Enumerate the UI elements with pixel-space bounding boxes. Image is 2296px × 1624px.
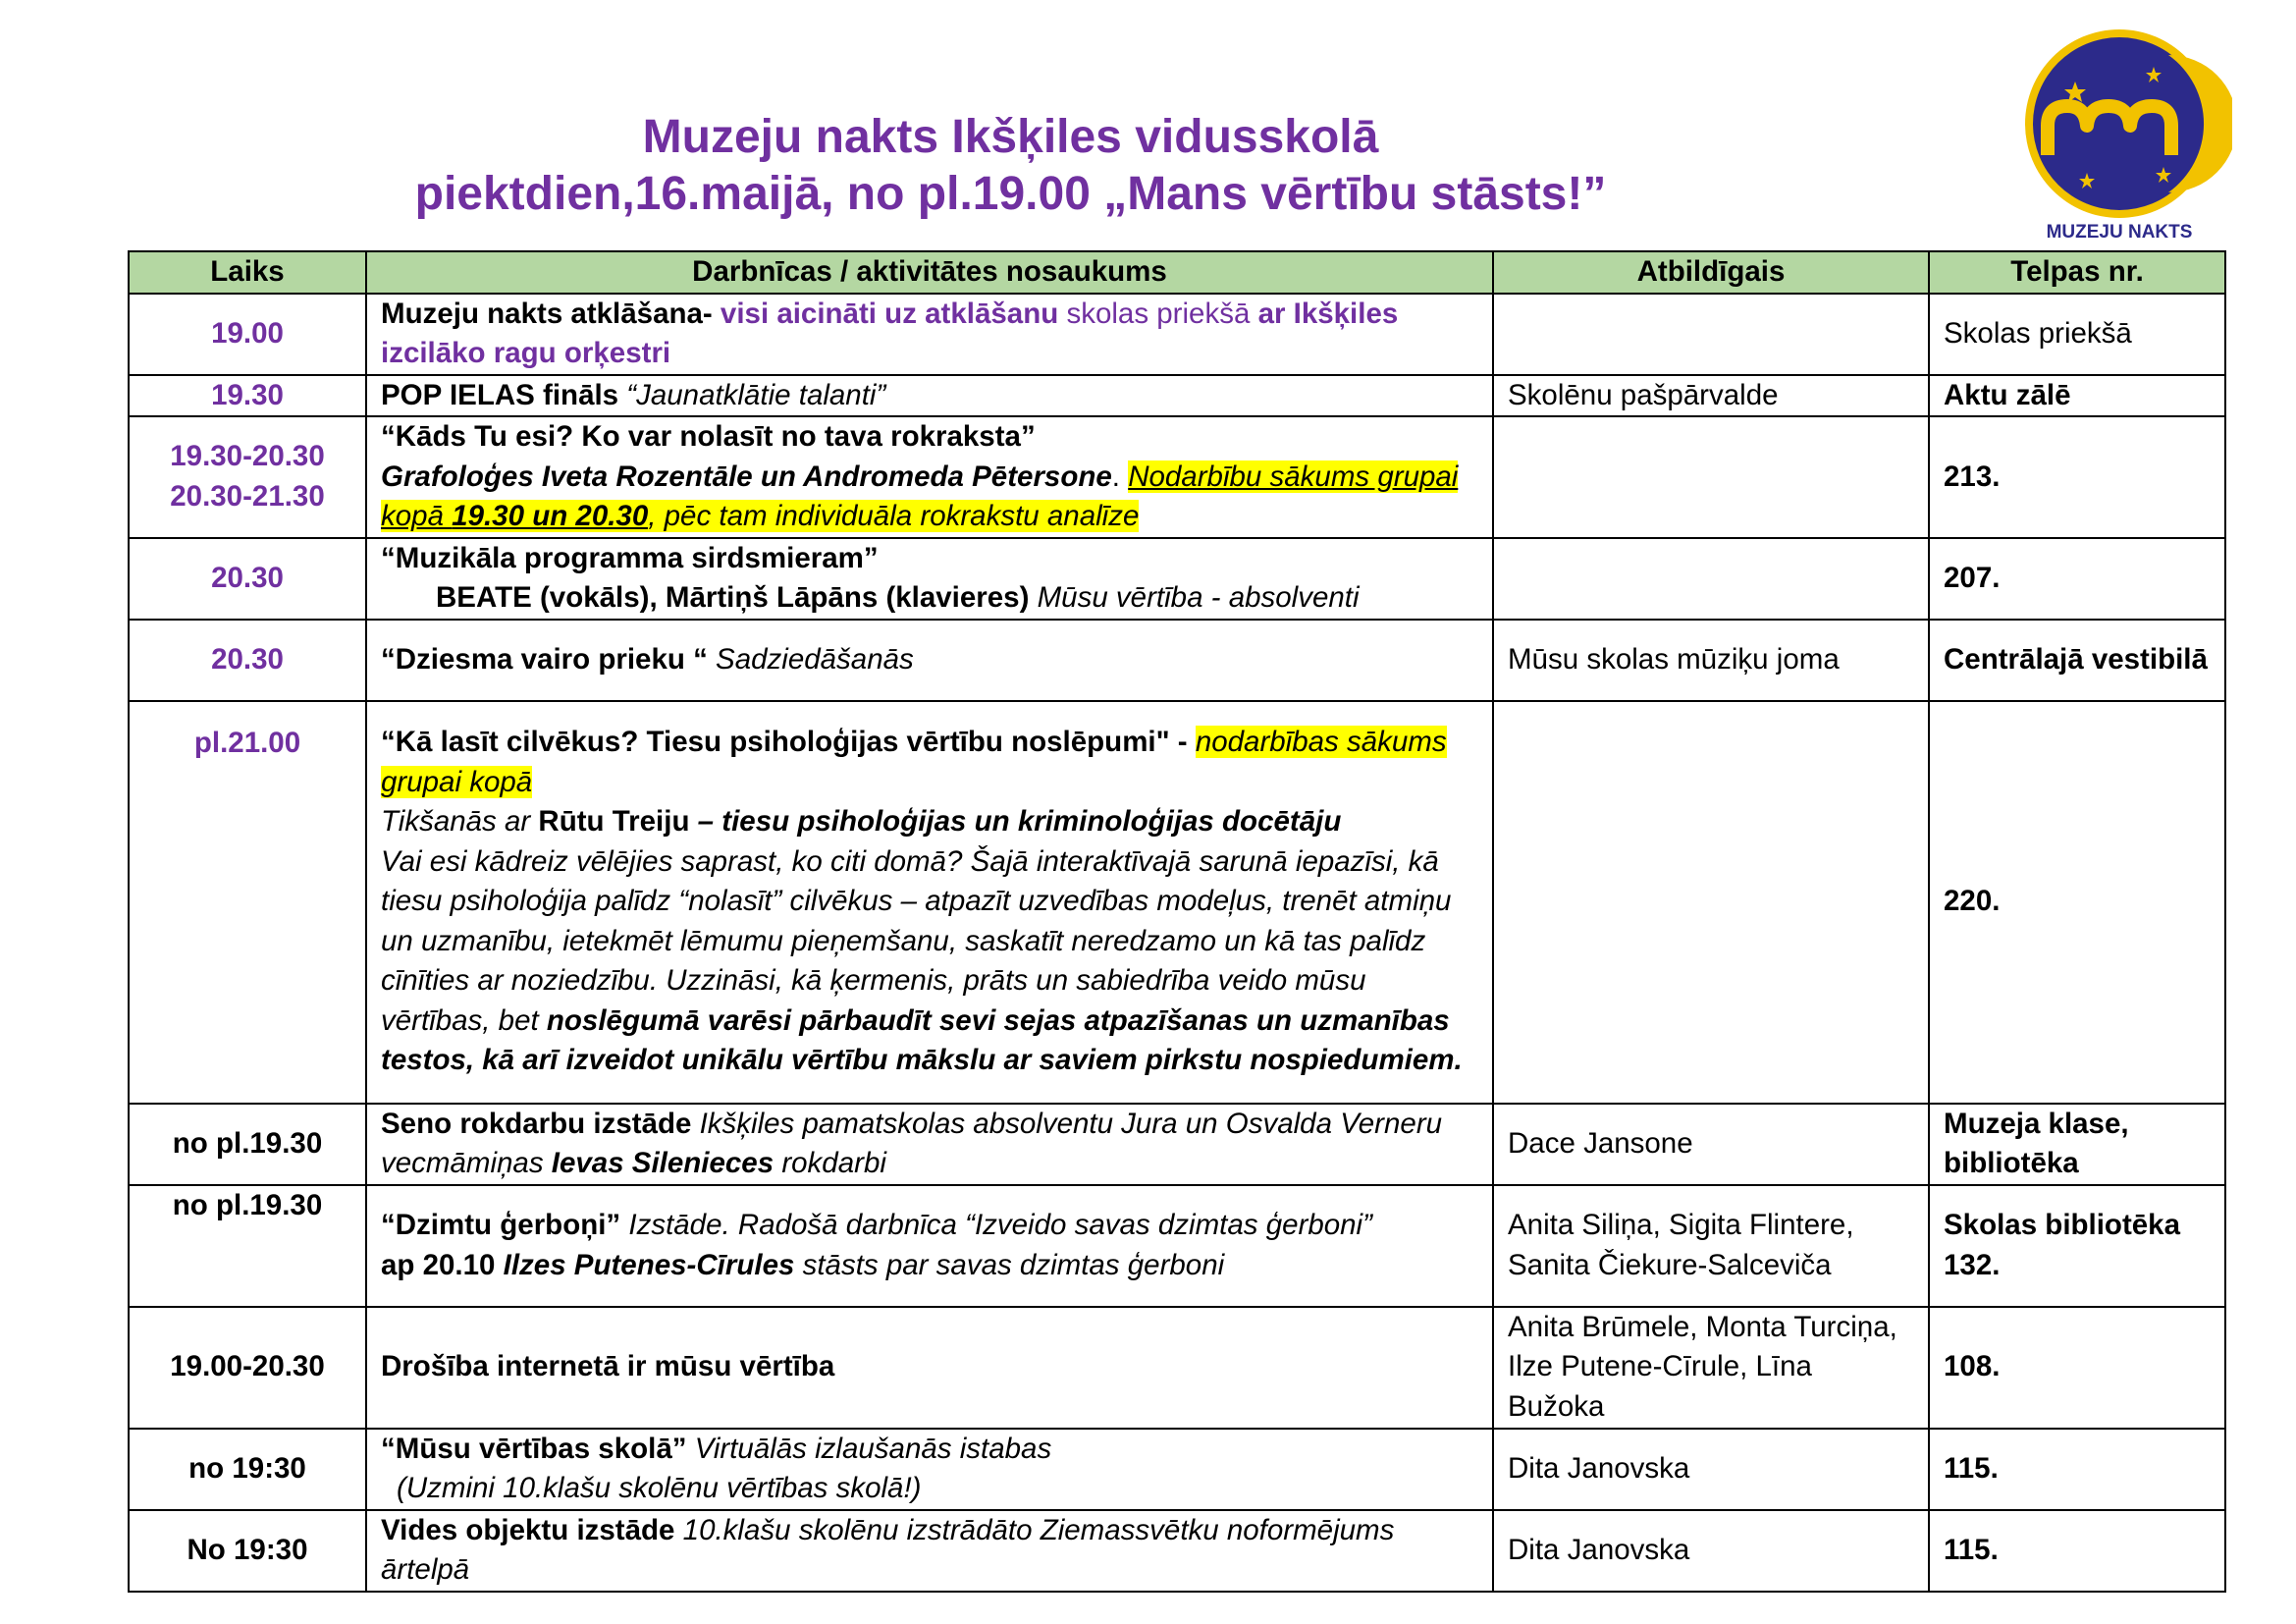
- room-cell: 213.: [1929, 416, 2225, 538]
- time-cell: 19.00-20.30: [129, 1307, 366, 1429]
- responsible-cell: Dace Jansone: [1493, 1104, 1929, 1185]
- time-cell: 19.30-20.30 20.30-21.30: [129, 416, 366, 538]
- muzeju-nakts-logo: [2006, 27, 2232, 244]
- table-row: [129, 1429, 2225, 1510]
- activity-cell: “Muzikāla programma sirdsmieram” BEATE (vokāls), Mārtiņš Lāpāns (klavieres) Mūsu vērtība - absolventi: [366, 538, 1493, 620]
- table-row: [129, 538, 2225, 620]
- activity-cell: Vides objektu izstāde 10.klašu skolēnu izstrādāto Ziemassvētku noformējums ārtelpā: [366, 1510, 1493, 1592]
- header-room: Telpas nr.: [1929, 251, 2225, 294]
- responsible-cell: Mūsu skolas mūziķu joma: [1493, 620, 1929, 701]
- room-cell: 115.: [1929, 1429, 2225, 1510]
- responsible-cell: [1493, 701, 1929, 1104]
- room-cell: Skolas priekšā: [1929, 294, 2225, 375]
- logo-caption: MUZEJU NAKTS: [2046, 222, 2193, 243]
- header-activity: Darbnīcas / aktivitātes nosaukums: [366, 251, 1493, 294]
- activity-cell: “Dziesma vairo prieku “ Sadziedāšanās: [366, 620, 1493, 701]
- time-cell: no pl.19.30: [129, 1104, 366, 1185]
- activity-cell: Muzeju nakts atklāšana- visi aicināti uz atklāšanu skolas priekšā ar Ikšķiles izcilāko ragu orķestri: [366, 294, 1493, 375]
- time-cell: 20.30: [129, 538, 366, 620]
- time-cell: No 19:30: [129, 1510, 366, 1592]
- program-table: [128, 250, 2226, 1593]
- activity-cell: “Kāds Tu esi? Ko var nolasīt no tava rokraksta” Grafoloģes Iveta Rozentāle un Andromeda Pētersone. Nodarbību sākums grupai kopā 19.30 un 20.30, pēc tam individuāla rokrakstu analīze: [366, 416, 1493, 538]
- activity-cell: “Mūsu vērtības skolā” Virtuālās izlaušanās istabas (Uzmini 10.klašu skolēnu vērtības skolā!): [366, 1429, 1493, 1510]
- responsible-cell: Anita Siliņa, Sigita Flintere, Sanita Čiekure-Salceviča: [1493, 1185, 1929, 1307]
- table-row: [129, 1307, 2225, 1429]
- room-cell: 115.: [1929, 1510, 2225, 1592]
- time-cell: 20.30: [129, 620, 366, 701]
- room-cell: Muzeja klase, bibliotēka: [1929, 1104, 2225, 1185]
- responsible-cell: Anita Brūmele, Monta Turciņa, Ilze Putene-Cīrule, Līna Bužoka: [1493, 1307, 1929, 1429]
- time-cell: no pl.19.30: [129, 1185, 366, 1307]
- activity-cell: “Kā lasīt cilvēkus? Tiesu psiholoģijas vērtību noslēpumi" - nodarbības sākums grupai kopā Tikšanās ar Rūtu Treiju – tiesu psiholoģijas un kriminoloģijas docētāju Vai esi kādreiz vēlējies saprast, ko citi domā? Šajā interaktīvajā sarunā iepazīsi, kā tiesu psiholoģija palīdz “nolasīt” cilvēkus – atpazīt uzvedības modeļus, trenēt atmiņu un uzmanību, ietekmēt lēmumu pieņemšanu, saskatīt neredzamo un kā tas palīdz cīnīties ar noziedzību. Uzzināsi, kā ķermenis, prāts un sabiedrība veido mūsu vērtības, bet noslēgumā varēsi pārbaudīt sevi sejas atpazīšanas un uzmanības testos, kā arī izveidot unikālu vērtību mākslu ar saviem pirkstu nospiedumiem.: [366, 701, 1493, 1104]
- room-cell: Centrālajā vestibilā: [1929, 620, 2225, 701]
- activity-cell: Drošība internetā ir mūsu vērtība: [366, 1307, 1493, 1429]
- time-cell: 19.00: [129, 294, 366, 375]
- room-cell: 207.: [1929, 538, 2225, 620]
- table-row: [129, 1185, 2225, 1307]
- room-cell: Aktu zālē: [1929, 375, 2225, 417]
- activity-cell: POP IELAS fināls “Jaunatklātie talanti”: [366, 375, 1493, 417]
- table-row: [129, 620, 2225, 701]
- activity-cell: Seno rokdarbu izstāde Ikšķiles pamatskolas absolventu Jura un Osvalda Verneru vecmāmiņas Ievas Silenieces rokdarbi: [366, 1104, 1493, 1185]
- time-cell: no 19:30: [129, 1429, 366, 1510]
- responsible-cell: Dita Janovska: [1493, 1429, 1929, 1510]
- page-title: Muzeju nakts Ikšķiles vidusskolā: [642, 111, 1379, 163]
- table-header-row: [129, 251, 2225, 294]
- table-row: [129, 416, 2225, 538]
- time-cell: 19.30: [129, 375, 366, 417]
- responsible-cell: [1493, 416, 1929, 538]
- table-row: [129, 1510, 2225, 1592]
- room-cell: 220.: [1929, 701, 2225, 1104]
- activity-cell: “Dzimtu ģerboņi” Izstāde. Radošā darbnīca “Izveido savas dzimtas ģerboni” ap 20.10 Ilzes Putenes-Cīrules stāsts par savas dzimtas ģerboni: [366, 1185, 1493, 1307]
- responsible-cell: Dita Janovska: [1493, 1510, 1929, 1592]
- table-row: [129, 294, 2225, 375]
- table-row: [129, 375, 2225, 417]
- responsible-cell: [1493, 294, 1929, 375]
- responsible-cell: [1493, 538, 1929, 620]
- table-row: [129, 701, 2225, 1104]
- room-cell: Skolas bibliotēka 132.: [1929, 1185, 2225, 1307]
- header-time: Laiks: [129, 251, 366, 294]
- room-cell: 108.: [1929, 1307, 2225, 1429]
- page-subtitle: piektdien,16.maijā, no pl.19.00 „Mans vērtību stāsts!”: [414, 168, 1607, 220]
- time-cell: pl.21.00: [129, 701, 366, 1104]
- header-responsible: Atbildīgais: [1493, 251, 1929, 294]
- responsible-cell: Skolēnu pašpārvalde: [1493, 375, 1929, 417]
- table-row: [129, 1104, 2225, 1185]
